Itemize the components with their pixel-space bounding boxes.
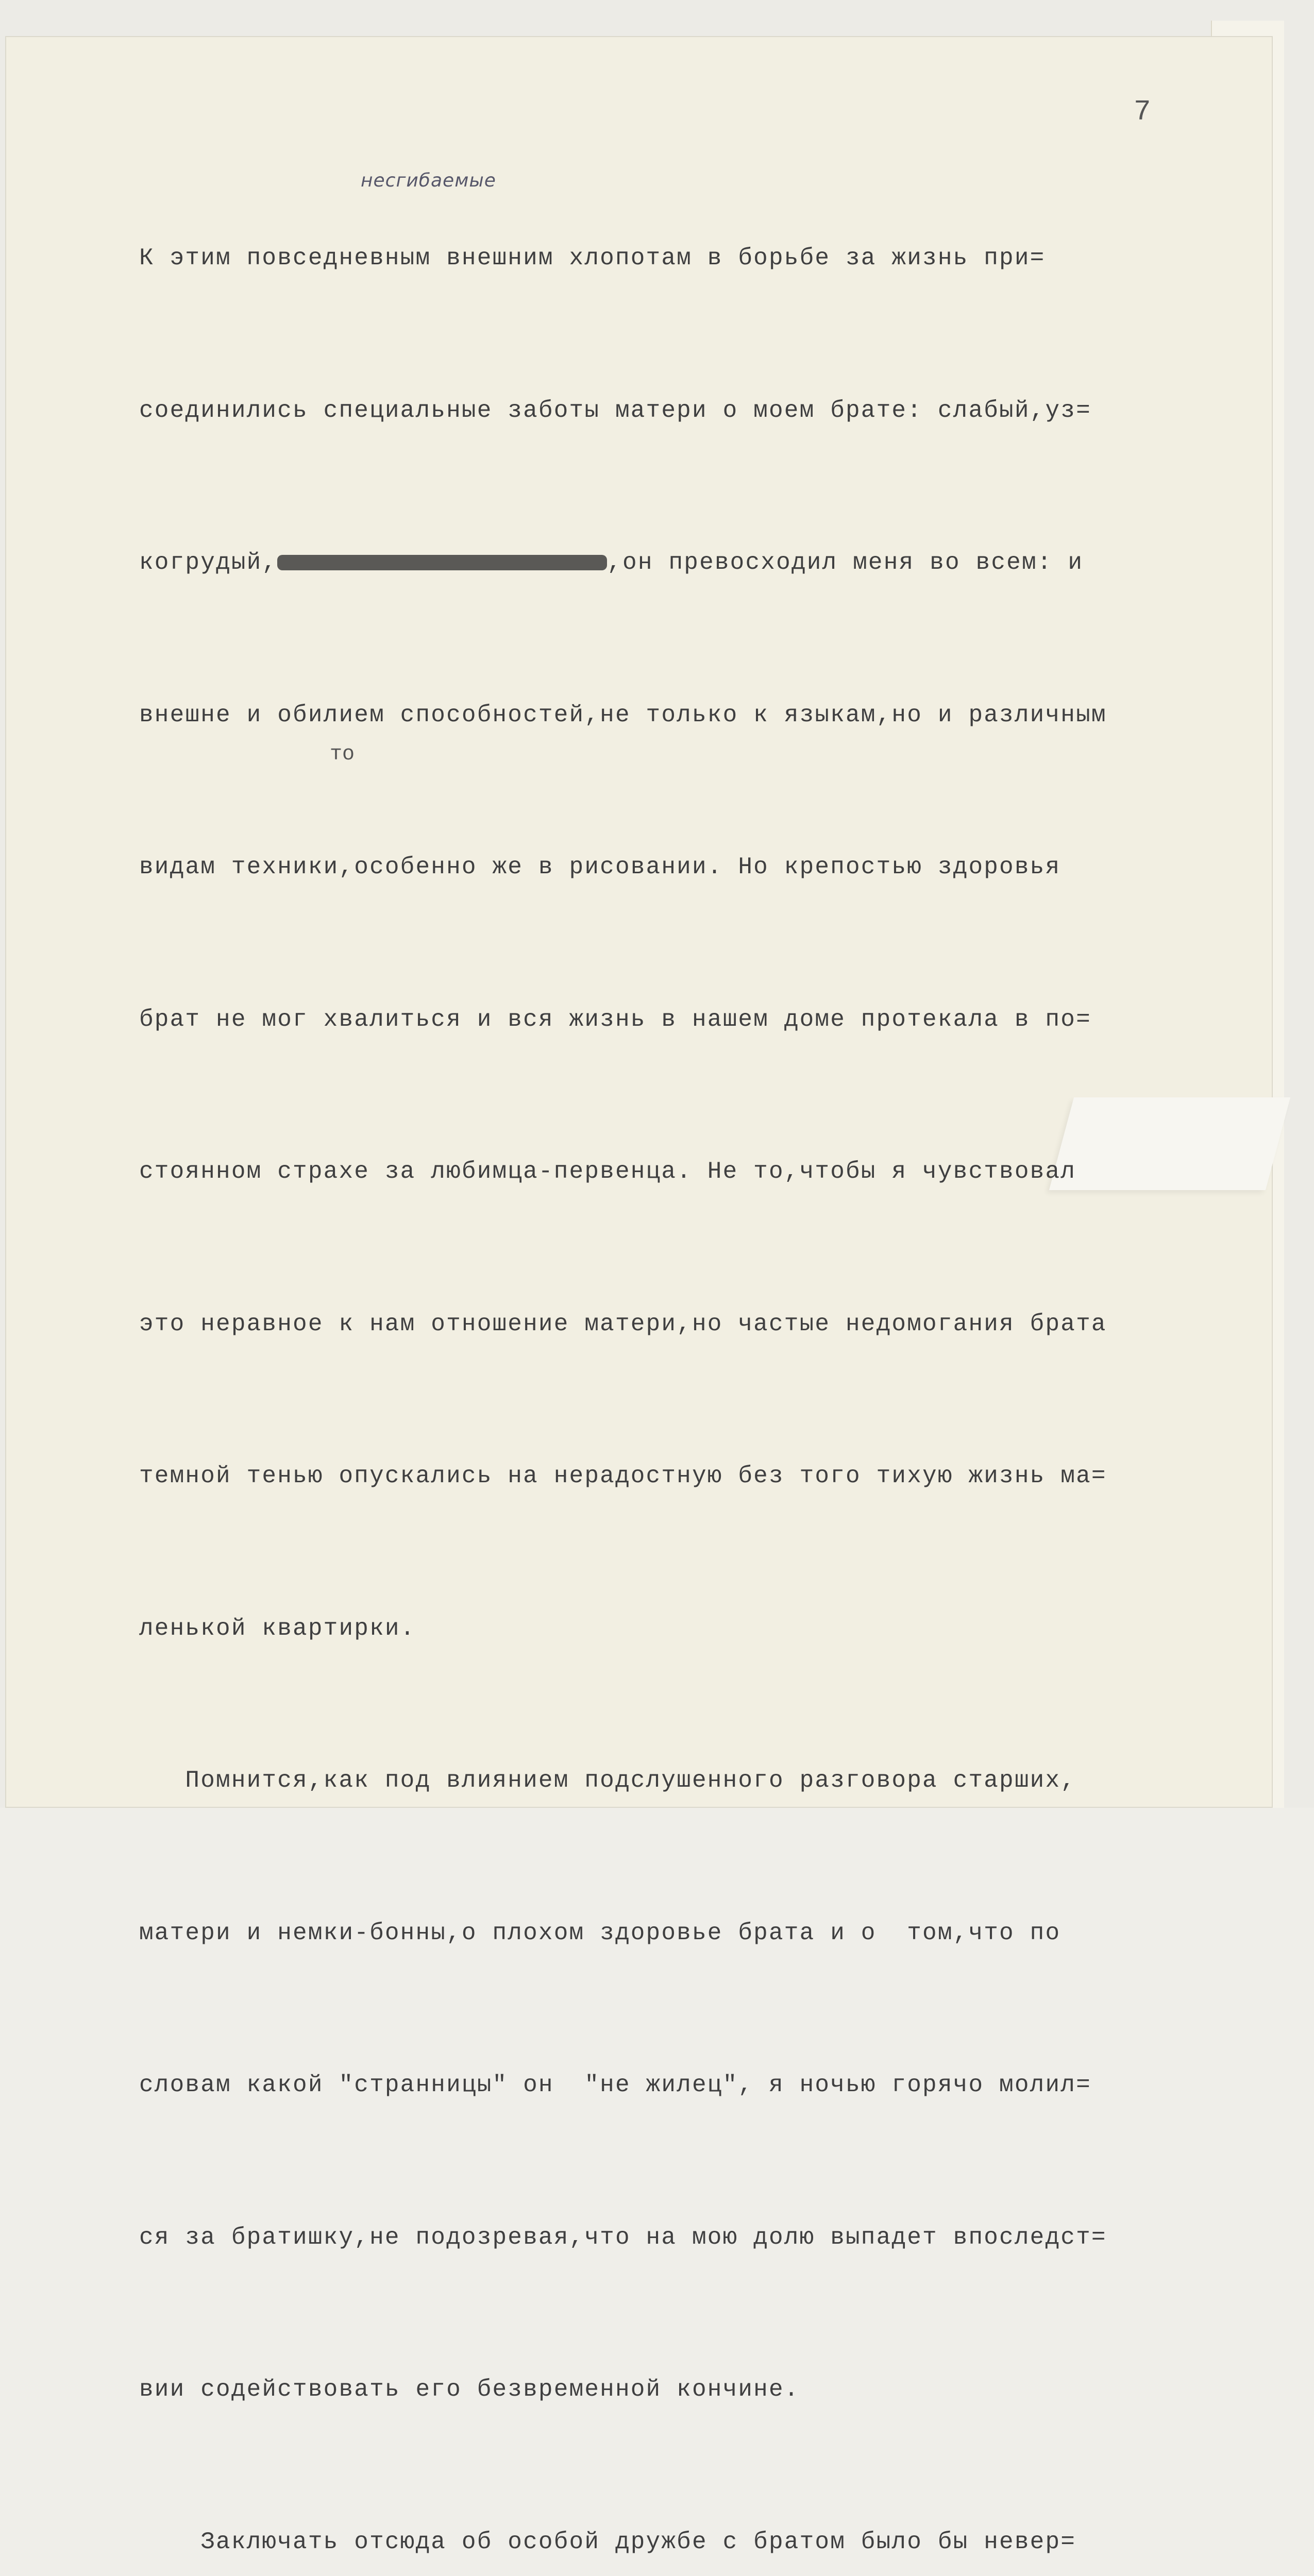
text-line-start: когрудый, <box>139 549 278 576</box>
text-line: вии содействовать его безвременной кончине. <box>139 2376 800 2403</box>
text-line: внешне и обилием способностей,не только к языкам,но и различным <box>139 701 1107 728</box>
struck-out-text <box>277 555 607 570</box>
text-line: матери и немки-бонны,о плохом здоровье брата и о том,что по <box>139 1919 1061 1946</box>
text-line: темной тенью опускались на нерадостную без того тихую жизнь ма= <box>139 1463 1107 1489</box>
text-line: соединились специальные заботы матери о моем брате: слабый,уз= <box>139 397 1091 424</box>
typed-text-body <box>139 131 1237 2576</box>
text-line: Помнится,как под влиянием подслушенного разговора старших, <box>139 1767 1076 1794</box>
text-line <box>139 537 1237 588</box>
text-line: брат не мог хвалиться и вся жизнь в нашем доме протекала в по= <box>139 1006 1091 1033</box>
text-line-end: ,он превосходил меня во всем: и <box>607 549 1084 576</box>
text-line: видам техники,особенно же в рисовании. Но крепостью здоровья <box>139 854 1061 880</box>
typed-insertion: то <box>330 743 355 766</box>
text-line: это неравное к нам отношение матери,но частые недомогания брата <box>139 1310 1107 1337</box>
text-line: ленькой квартирки. <box>139 1615 416 1642</box>
text-line: ся за братишку,не подозревая,что на мою долю выпадет впоследст= <box>139 2224 1107 2251</box>
page-number: 7 <box>1134 95 1151 128</box>
text-line: словам какой "странницы" он "не жилец", я ночью горячо молил= <box>139 2072 1091 2098</box>
text-line: стоянном страхе за любимца-первенца. Не то,чтобы я чувствовал <box>139 1158 1076 1185</box>
text-line: К этим повседневным внешним хлопотам в борьбе за жизнь при= <box>139 245 1046 272</box>
handwritten-annotation: несгибаемые <box>361 170 496 191</box>
text-line: Заключать отсюда об особой дружбе с братом было бы невер= <box>139 2528 1076 2555</box>
